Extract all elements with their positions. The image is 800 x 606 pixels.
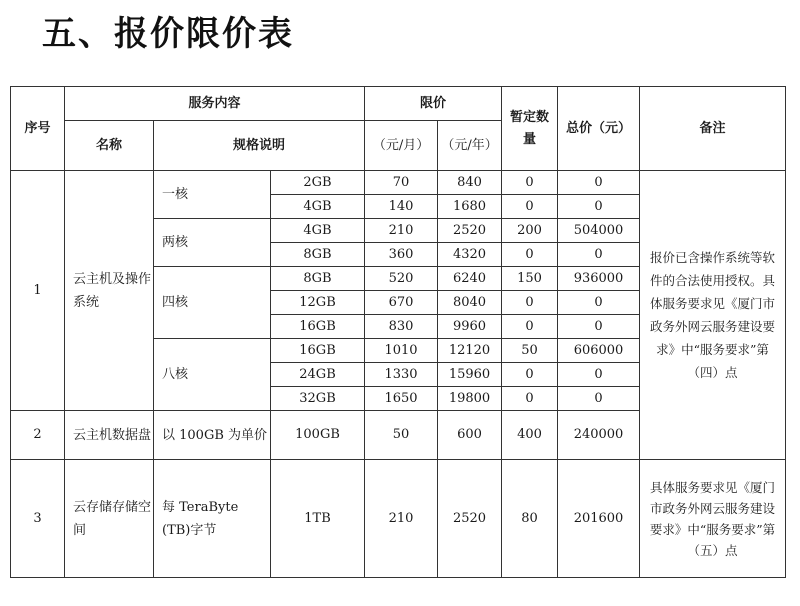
header-per-year: （元/年） bbox=[438, 121, 502, 171]
table-cell: 210 bbox=[365, 219, 438, 243]
table-cell: 2GB bbox=[271, 171, 365, 195]
table-cell: 0 bbox=[502, 291, 558, 315]
table-cell: 1650 bbox=[365, 387, 438, 411]
table-cell: 15960 bbox=[438, 363, 502, 387]
table-cell: 520 bbox=[365, 267, 438, 291]
s1-core-8: 八核 bbox=[154, 339, 271, 411]
s2-size: 100GB bbox=[271, 411, 365, 460]
s2-name: 云主机数据盘 bbox=[65, 411, 154, 460]
table-cell: 360 bbox=[365, 243, 438, 267]
s1-core-4: 四核 bbox=[154, 267, 271, 339]
header-service-content: 服务内容 bbox=[65, 87, 365, 121]
s3-seq: 3 bbox=[11, 460, 65, 578]
table-cell: 50 bbox=[502, 339, 558, 363]
s3-total: 201600 bbox=[558, 460, 640, 578]
header-spec: 规格说明 bbox=[154, 121, 365, 171]
table-cell: 1330 bbox=[365, 363, 438, 387]
table-cell: 24GB bbox=[271, 363, 365, 387]
table-cell: 8040 bbox=[438, 291, 502, 315]
table-cell: 0 bbox=[502, 315, 558, 339]
header-seq: 序号 bbox=[11, 87, 65, 171]
table-cell: 0 bbox=[502, 171, 558, 195]
s2-qty: 400 bbox=[502, 411, 558, 460]
s2-spec: 以 100GB 为单价 bbox=[154, 411, 271, 460]
table-cell: 0 bbox=[502, 195, 558, 219]
header-remarks: 备注 bbox=[640, 87, 786, 171]
s1-name: 云主机及操作系统 bbox=[65, 171, 154, 411]
s3-name: 云存储存储空间 bbox=[65, 460, 154, 578]
table-cell: 9960 bbox=[438, 315, 502, 339]
header-name: 名称 bbox=[65, 121, 154, 171]
table-cell: 0 bbox=[558, 195, 640, 219]
price-limit-table bbox=[10, 86, 786, 578]
table-cell: 200 bbox=[502, 219, 558, 243]
table-cell: 0 bbox=[502, 243, 558, 267]
table-cell: 70 bbox=[365, 171, 438, 195]
table-cell: 16GB bbox=[271, 339, 365, 363]
table-cell: 840 bbox=[438, 171, 502, 195]
table-cell: 1680 bbox=[438, 195, 502, 219]
s3-month: 210 bbox=[365, 460, 438, 578]
header-limit-price: 限价 bbox=[365, 87, 502, 121]
table-cell: 12120 bbox=[438, 339, 502, 363]
s3-size: 1TB bbox=[271, 460, 365, 578]
s2-month: 50 bbox=[365, 411, 438, 460]
s1-seq: 1 bbox=[11, 171, 65, 411]
header-total-price: 总价（元） bbox=[558, 87, 640, 171]
header-per-month: （元/月） bbox=[365, 121, 438, 171]
table-cell: 0 bbox=[502, 387, 558, 411]
table-cell: 4GB bbox=[271, 195, 365, 219]
page-title: 五、报价限价表 bbox=[42, 14, 294, 54]
table-cell: 0 bbox=[558, 315, 640, 339]
table-cell: 32GB bbox=[271, 387, 365, 411]
table-cell: 19800 bbox=[438, 387, 502, 411]
s2-year: 600 bbox=[438, 411, 502, 460]
s1-core-2: 两核 bbox=[154, 219, 271, 267]
table-cell: 8GB bbox=[271, 267, 365, 291]
s1-core-1: 一核 bbox=[154, 171, 271, 219]
table-cell: 16GB bbox=[271, 315, 365, 339]
table-cell: 4320 bbox=[438, 243, 502, 267]
table-cell: 150 bbox=[502, 267, 558, 291]
table-cell: 0 bbox=[558, 387, 640, 411]
s3-qty: 80 bbox=[502, 460, 558, 578]
table-cell: 0 bbox=[558, 291, 640, 315]
table-cell: 670 bbox=[365, 291, 438, 315]
table-cell: 0 bbox=[558, 363, 640, 387]
table-cell: 936000 bbox=[558, 267, 640, 291]
table-cell: 606000 bbox=[558, 339, 640, 363]
table-cell: 2520 bbox=[438, 219, 502, 243]
table-cell: 1010 bbox=[365, 339, 438, 363]
s1-remark: 报价已含操作系统等软件的合法使用授权。具体服务要求见《厦门市政务外网云服务建设要求》中“服务要求”第（四）点 bbox=[640, 171, 786, 460]
table-cell: 6240 bbox=[438, 267, 502, 291]
s3-remark: 具体服务要求见《厦门市政务外网云服务建设要求》中“服务要求”第（五）点 bbox=[640, 460, 786, 578]
table-cell: 0 bbox=[558, 171, 640, 195]
s3-year: 2520 bbox=[438, 460, 502, 578]
header-temp-qty: 暂定数量 bbox=[502, 87, 558, 171]
s2-seq: 2 bbox=[11, 411, 65, 460]
table-cell: 4GB bbox=[271, 219, 365, 243]
table-cell: 830 bbox=[365, 315, 438, 339]
table-cell: 0 bbox=[502, 363, 558, 387]
s3-spec: 每 TeraByte (TB)字节 bbox=[154, 460, 271, 578]
s2-total: 240000 bbox=[558, 411, 640, 460]
table-cell: 12GB bbox=[271, 291, 365, 315]
table-cell: 504000 bbox=[558, 219, 640, 243]
table-cell: 0 bbox=[558, 243, 640, 267]
table-cell: 8GB bbox=[271, 243, 365, 267]
table-cell: 140 bbox=[365, 195, 438, 219]
